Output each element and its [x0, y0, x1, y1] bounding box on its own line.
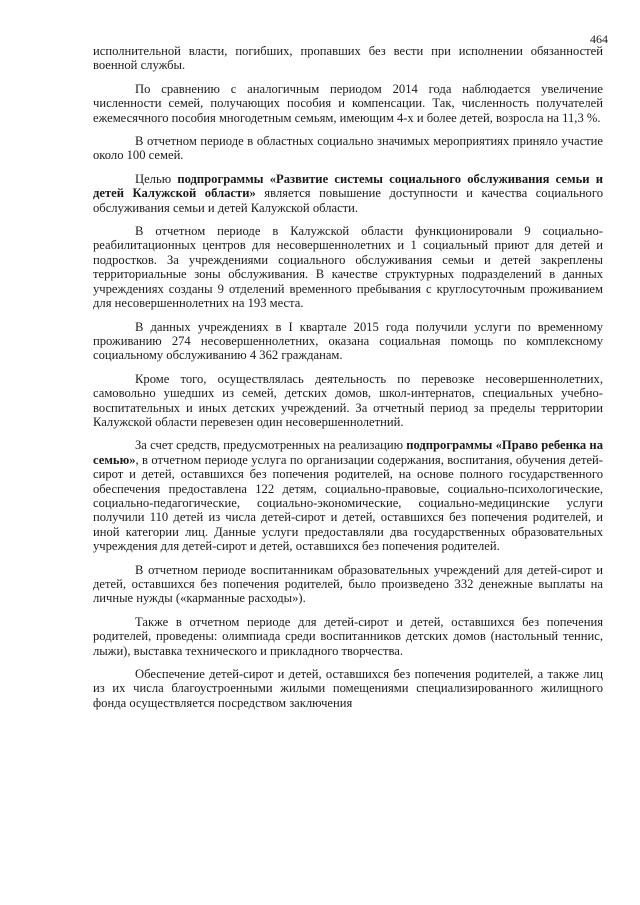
paragraph: [93, 372, 603, 430]
paragraph: [93, 667, 603, 710]
text-segment: В отчетном периоде в областных социально значимых мероприятиях приняло участие около 100 семей.: [93, 134, 603, 163]
text-segment: Кроме того, осуществлялась деятельность по перевозке несовершеннолетних, самовольно ушедших из семей, детских домов, школ-интернатов, специальных учебно-воспитательных и иных детских учреждений. За отчетный период за пределы территории Калужской области перевезен один несовершеннолетний.: [93, 371, 603, 429]
text-segment: В отчетном периоде в Калужской области функционировали 9 социально-реабилитационных центров для несовершеннолетних и 1 социальный приют для детей и подростков. За учреждениями социального обслуживания семьи и детей закреплены территориальные зоны обслуживания. В качестве структурных подразделений в данных учреждениях созданы 9 отделений временного пребывания с круглосуточным проживанием для несовершеннолетних на 193 места.: [93, 224, 603, 311]
text-segment: Обеспечение детей-сирот и детей, оставшихся без попечения родителей, а также лиц из их числа благоустроенными жилыми помещениями специализированного жилищного фонда осуществляется посредством заключения: [93, 667, 603, 710]
document-body: [93, 44, 603, 719]
text-segment: За счет средств, предусмотренных на реализацию: [135, 438, 407, 453]
text-segment: исполнительной власти, погибших, пропавших без вести при исполнении обязанностей военной службы.: [93, 44, 603, 73]
paragraph: [93, 224, 603, 310]
bold-text: подпрограммы «Право ребенка на семью»: [93, 438, 603, 467]
text-segment: По сравнению с аналогичным периодом 2014 года наблюдается увеличение численности семей, получающих пособия и компенсации. Так, численность получателей ежемесячного пособия многодетным семьям, имеющим 4-х и более детей, возросла на 11,3 %.: [93, 81, 603, 125]
text-segment: Также в отчетном периоде для детей-сирот и детей, оставшихся без попечения родителей, проведены: олимпиада среди воспитанников детских домов (настольный теннис, лыжи), выставка технического и прикладного творчества.: [93, 614, 603, 658]
paragraph: [93, 438, 603, 553]
text-segment: , в отчетном периоде услуга по организации содержания, воспитания, обучения детей-сирот и детей, оставшихся без попечения родителей, на основе полного государственного обеспечения предоставлена 122 детям, социально-правовые, социально-психологические, социально-педагогические, социально-экономические, социально-медицинские услуги получили 110 детей из числа детей-сирот и детей, оставшихся без попечения родителей, и иной категории лиц. Данные услуги предоставляли два государственных образовательных учреждения для детей-сирот и детей, оставшихся без попечения родителей.: [93, 452, 603, 554]
paragraph: [93, 615, 603, 658]
paragraph: [93, 134, 603, 163]
paragraph: [93, 82, 603, 125]
text-segment: В отчетном периоде воспитанникам образовательных учреждений для детей-сирот и детей, оставшихся без попечения родителей, было произведено 332 денежные выплаты на личные нужды («карманные расходы»).: [93, 562, 603, 606]
paragraph: [93, 44, 603, 73]
text-segment: является повышение доступности и качества социального обслуживания семьи и детей Калужской области.: [93, 186, 604, 215]
paragraph: [93, 563, 603, 606]
bold-text: подпрограммы «Развитие системы социального обслуживания семьи и детей Калужской области»: [93, 171, 603, 201]
text-segment: Целью: [135, 171, 178, 186]
text-segment: В данных учреждениях в I квартале 2015 года получили услуги по временному проживанию 274 несовершеннолетних, оказана социальная помощь по комплексному социальному обслуживанию 4 362 гражданам.: [93, 319, 603, 363]
page-number: 464: [590, 32, 608, 46]
paragraph: [93, 172, 603, 215]
paragraph: [93, 320, 603, 363]
